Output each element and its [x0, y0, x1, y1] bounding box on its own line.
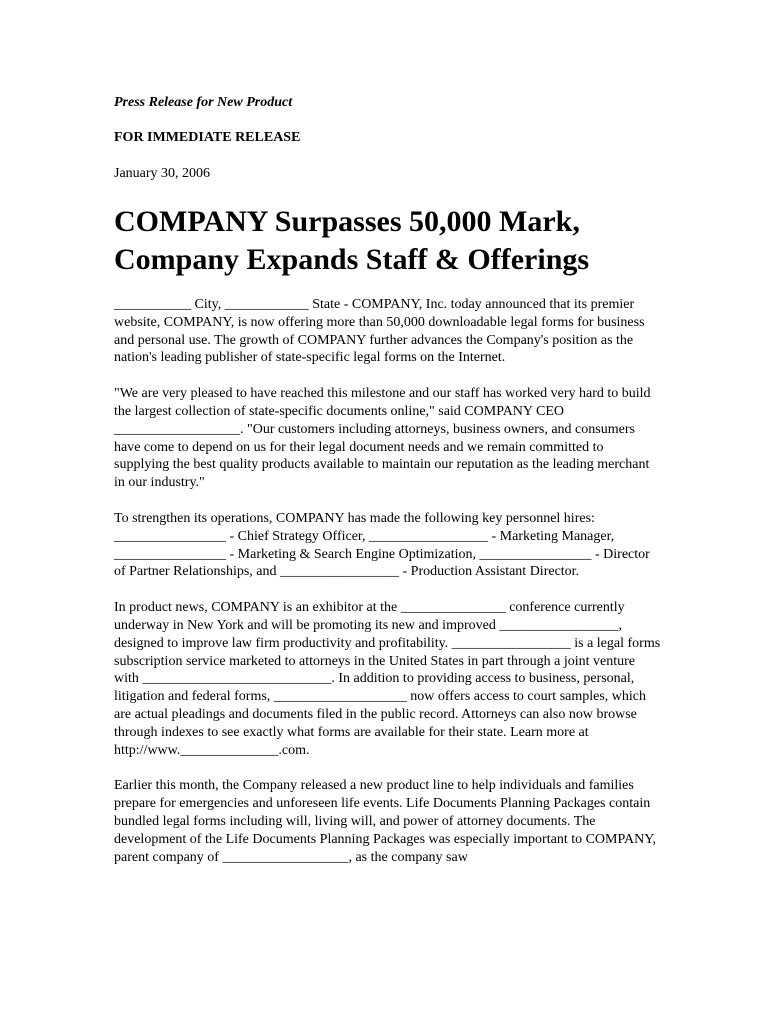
- body-paragraph-product-line: Earlier this month, the Company released a new product line to help individuals and families prepare for emergencies and unforeseen life events. Life Documents Planning Packages contain bundled legal forms including will, living will, and power of attorney documents. The development of the Life Documents Planning Packages was especially important to COMPANY, parent company of __________________, as the company saw: [114, 778, 657, 865]
- body-paragraph-ceo-quote: "We are very pleased to have reached this milestone and our staff has worked very hard to build the largest collection of state-specific documents online," said COMPANY CEO __________________. "Our customers including attorneys, business owners, and consumers have come to depend on us for their legal document needs and we remain committed to supplying the best quality products available to maintain our reputation as the leading merchant in our industry.": [114, 386, 651, 491]
- body-paragraph-announcement: ___________ City, ____________ State - COMPANY, Inc. today announced that its premier website, COMPANY, is now offering more than 50,000 downloadable legal forms for business and personal use. The growth of COMPANY further advances the Company's position as the nation's leading publisher of state-specific legal forms on the Internet.: [114, 297, 645, 366]
- release-label: FOR IMMEDIATE RELEASE: [114, 130, 301, 145]
- headline: [114, 203, 662, 279]
- headline-line-2: Company Expands Staff & Offerings: [114, 243, 590, 276]
- document-page: [114, 94, 662, 866]
- document-subtitle: Press Release for New Product: [114, 95, 293, 110]
- headline-line-1: COMPANY Surpasses 50,000 Mark,: [114, 205, 580, 238]
- body-paragraph-personnel: To strengthen its operations, COMPANY has made the following key personnel hires: ________________ - Chief Strategy Officer, _________________ - Marketing Manager, ________________ - Marketing & Search Engine Optimization, ________________ - Director of Partner Relationships, and _________________ - Production Assistant Director.: [114, 510, 650, 580]
- release-date: January 30, 2006: [114, 166, 211, 181]
- body-paragraph-product-news: In product news, COMPANY is an exhibitor at the _______________ conference currently underway in New York and will be promoting its new and improved _________________, designed to improve law firm productivity and profitability. _________________ is a legal forms subscription service marketed to attorneys in the United States in part through a joint venture with ___________________________. In addition to providing access to business, personal, litigation and federal forms, ___________________ now offers access to court samples, which are actual pleadings and documents filed in the public record. Attorneys can also now browse through indexes to see exactly what forms are available for their state. Learn more at http://www.______________.com.: [114, 600, 661, 758]
